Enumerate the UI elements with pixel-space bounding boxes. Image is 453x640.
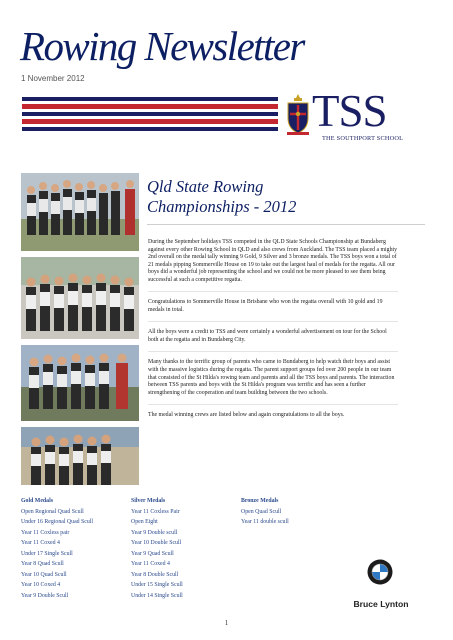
bronze-medals-list [241, 496, 289, 528]
list-item: Under 16 Regional Quad Scull [21, 519, 94, 525]
list-item: Under 14 Single Scull [131, 592, 183, 599]
sponsor-block [343, 559, 419, 615]
masthead-stripes [22, 97, 278, 134]
paragraph-divider [148, 291, 398, 292]
tss-logo: TSS [312, 86, 387, 136]
list-item: Year 10 Quad Scull [21, 571, 67, 578]
article-paragraph: During the September holidays TSS competed in the QLD State Schools Championship at Bundaberg against every other Rowing School in QLD and also crews from Auckland. The TSS team placed a mighty 2nd overall on the medal tally winning 9 Gold, 9 Silver and 3 bronze medals. The TSS boys won a total of 21 medals pipping Sommerville House on 19 to take out the largest haul of medals for the regatta. All our boys did a wonderful job representing the school and we could not be more pleased to see them being successful at such a competitive regatta. [148, 239, 398, 283]
list-item: Year 11 Coxed 4 [131, 561, 170, 567]
list-item: Year 11 double scull [241, 519, 289, 525]
article-body [148, 239, 398, 420]
article-title: Qld State Rowing Championships - 2012 [147, 177, 297, 216]
list-item: Year 9 Double scull [131, 529, 178, 536]
list-item: Year 8 Quad Scull [21, 561, 64, 567]
list-item: Year 9 Quad Scull [131, 550, 174, 557]
newsletter-title: Rowing Newsletter [20, 23, 304, 69]
list-item: Year 10 Double Scull [131, 540, 182, 546]
article-paragraph: All the boys were a credit to TSS and were certainly a wonderful advertisement on tour for the School both at the regatta and in Bundaberg City. [148, 329, 387, 343]
list-item: Year 9 Double Scull [21, 592, 69, 599]
bmw-logo-icon [367, 559, 393, 585]
paragraph-divider [148, 404, 398, 405]
list-item: Year 11 Coxless pair [21, 529, 70, 536]
team-photo-3 [21, 345, 139, 421]
paragraph-divider [148, 351, 398, 352]
list-item: Year 11 Coxless Pair [131, 508, 180, 515]
list-item: Open Eight [131, 519, 158, 525]
silver-medals-header: Silver Medals [131, 498, 166, 504]
list-item: Year 10 Coxed 4 [21, 582, 61, 588]
list-item: Under 15 Single Scull [131, 582, 183, 588]
article-paragraph: The medal winning crews are listed below and again congratulations to all the boys. [148, 412, 345, 419]
sponsor-name: Bruce Lynton [353, 599, 409, 609]
school-crest-icon [285, 92, 311, 136]
paragraph-divider [148, 321, 398, 322]
list-item: Year 11 Coxed 4 [21, 540, 60, 546]
tss-logo-subtitle: THE SOUTHPORT SCHOOL [322, 135, 404, 142]
list-item: Year 8 Double Scull [131, 571, 179, 578]
bronze-medals-header: Bronze Medals [241, 498, 279, 504]
silver-medals-list [131, 496, 183, 601]
team-photo-2 [21, 257, 139, 339]
page-number: 1 [224, 619, 229, 627]
gold-medals-list [21, 496, 93, 601]
team-photo-4 [21, 427, 139, 485]
gold-medals-header: Gold Medals [21, 498, 53, 504]
list-item: Open Regional Quad Scull [21, 508, 84, 515]
list-item: Open Quad Scull [241, 508, 282, 515]
list-item: Under 17 Single Scull [21, 550, 73, 557]
article-paragraph: Congratulations to Sommerville House in Brisbane who won the regatta overall with 10 gold and 19 medals in total. [148, 299, 383, 313]
issue-date: 1 November 2012 [21, 74, 85, 83]
title-divider [147, 224, 425, 225]
team-photo-1 [21, 173, 139, 251]
article-paragraph: Many thanks to the terrific group of parents who came to Bundaberg to help watch their boys and assist with the massive logistics during the regatta. The parent support groups fed over 200 people in our team that consisted of the St Hilda's rowing team and parents and all the TSS boys and parents. The interaction between TSS parents and boys with the St Hilda's program was terrific and has seen a further strengthening of the cooperation and team building between the two schools. [148, 359, 395, 396]
